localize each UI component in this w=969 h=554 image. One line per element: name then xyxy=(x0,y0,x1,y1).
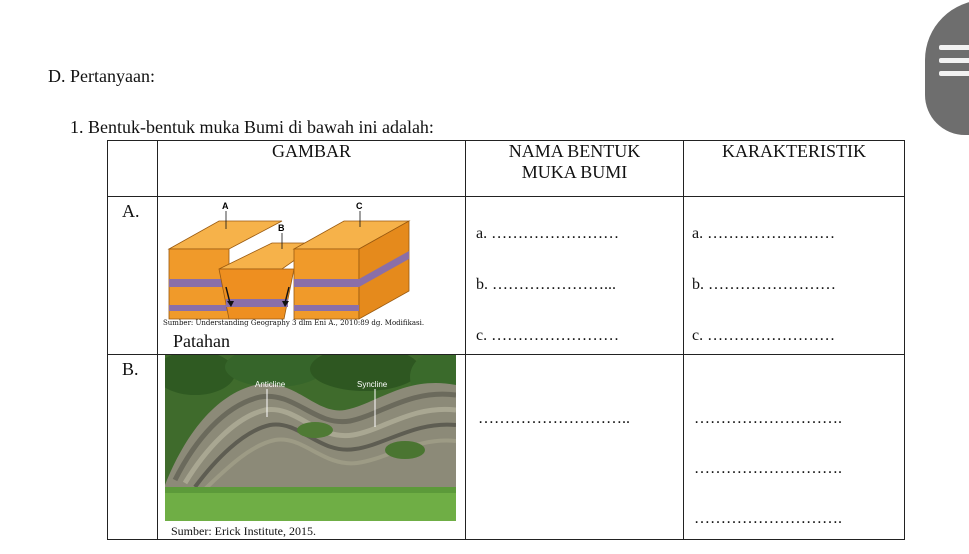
question-table xyxy=(107,140,905,540)
question-text: 1. Bentuk-bentuk muka Bumi di bawah ini adalah: xyxy=(70,117,434,137)
figure-source-b: Sumber: Erick Institute, 2015. xyxy=(171,524,316,538)
fold-photo xyxy=(165,355,456,521)
figure-caption-a: Patahan xyxy=(173,331,230,351)
fault-right-layer2 xyxy=(294,305,359,311)
marker-a-text: A xyxy=(222,201,229,211)
figure-source-a: Sumber: Understanding Geography 3 dlm Eni A., 2010:89 dg. Modifikasi. xyxy=(163,319,425,327)
karakteristik-a-line-a: a. …………………… xyxy=(692,225,836,242)
side-menu-button[interactable] xyxy=(925,0,969,135)
figure-cell-a xyxy=(158,197,466,355)
nama-a-line-c: c. …………………… xyxy=(476,327,620,344)
fault-left-layer2 xyxy=(169,305,229,311)
karakteristik-cell-b xyxy=(684,355,905,540)
fault-diagram xyxy=(164,199,424,321)
table-row xyxy=(108,355,905,540)
karakteristik-a-line-c: c. …………………… xyxy=(692,327,836,344)
fault-left-layer xyxy=(169,279,229,287)
karakteristik-cell-a xyxy=(684,197,905,355)
marker-b-text: B xyxy=(278,223,285,233)
row-label-b: B. xyxy=(108,355,158,540)
table-row xyxy=(108,197,905,355)
anticline-label: Anticline xyxy=(255,380,286,389)
table-header-row xyxy=(108,141,905,197)
karakteristik-b-line-2: ………………………. xyxy=(694,460,842,477)
marker-c-text: C xyxy=(356,201,363,211)
section-title: D. Pertanyaan: xyxy=(48,66,155,86)
karakteristik-b-line-3: ………………………. xyxy=(694,510,842,527)
figure-cell-b xyxy=(158,355,466,540)
table-header-gambar: GAMBAR xyxy=(158,141,466,197)
fault-graben-front xyxy=(219,269,294,319)
table-header-karakteristik: KARAKTERISTIK xyxy=(684,141,905,197)
fault-graben-layer xyxy=(226,299,288,307)
nama-a-line-b: b. …………………... xyxy=(476,276,616,293)
syncline-label: Syncline xyxy=(357,380,388,389)
karakteristik-a-line-b: b. …………………… xyxy=(692,276,836,293)
table-header-no xyxy=(108,141,158,197)
table-header-nama xyxy=(466,141,684,197)
row-label-a: A. xyxy=(108,197,158,355)
nama-cell-b xyxy=(466,355,684,540)
fault-right-layer xyxy=(294,279,359,287)
fault-left-block-top xyxy=(169,221,282,249)
table-header-nama-line1: NAMA BENTUK xyxy=(508,141,641,161)
karakteristik-b-line-1: ………………………. xyxy=(694,410,842,427)
table-header-nama-line2: MUKA BUMI xyxy=(521,162,628,182)
nama-b-line: ……………………….. xyxy=(478,410,630,427)
nama-a-line-a: a. …………………… xyxy=(476,225,620,242)
nama-cell-a xyxy=(466,197,684,355)
